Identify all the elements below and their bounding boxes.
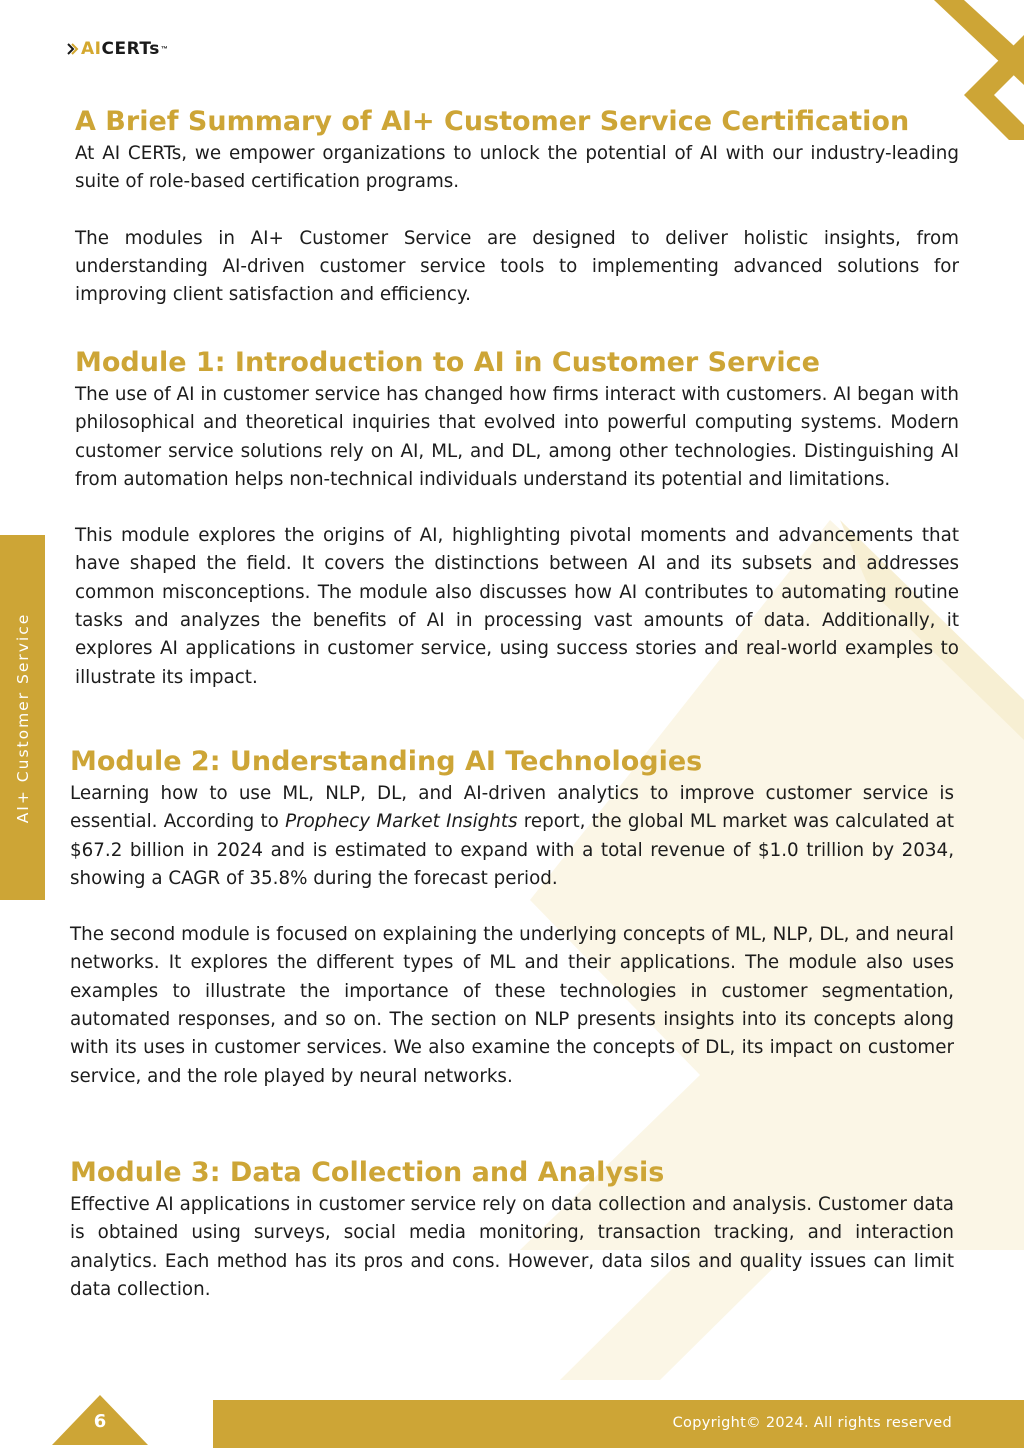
- side-tab-label: AI+ Customer Service: [13, 612, 32, 823]
- summary-paragraph: At AI CERTs, we empower organizations to unlock the potential of AI with our industry-leading suite of role-based certification programs.: [75, 143, 959, 193]
- summary-section: [75, 104, 959, 309]
- side-tab: [0, 535, 45, 900]
- module1-heading: Module 1: Introduction to AI in Customer Service: [75, 347, 820, 378]
- module2-heading: Module 2: Understanding AI Technologies: [70, 746, 703, 777]
- module1-paragraph: The use of AI in customer service has changed how firms interact with customers. AI began with philosophical and theoretical inquiries that evolved into powerful computing systems. Modern customer service solutions rely on AI, ML, and DL, among other technologies. Distinguishing AI from automation helps non-technical individuals understand its potential and limitations.: [75, 384, 959, 490]
- logo-trademark: ™: [160, 45, 168, 53]
- module2-paragraph: The second module is focused on explaining the underlying concepts of ML, NLP, DL, and neural networks. It explores the different types of ML and their applications. The module also uses examples to illustrate the importance of these technologies in customer segmentation, automated responses, and so on. The section on NLP presents insights into its concepts along with its uses in customer services. We also examine the concepts of DL, its impact on customer service, and the role played by neural networks.: [70, 924, 954, 1087]
- module3-paragraph: Effective AI applications in customer service rely on data collection and analysis. Customer data is obtained using surveys, social media monitoring, transaction tracking, and interaction analytics. Each method has its pros and cons. However, data silos and quality issues can limit data collection.: [70, 1194, 954, 1300]
- logo-certs-text: CERTs: [101, 39, 160, 59]
- module1-paragraph: This module explores the origins of AI, highlighting pivotal moments and advancements that have shaped the field. It covers the distinctions between AI and its subsets and addresses common misconceptions. The module also discusses how AI contributes to automating routine tasks and analyzes the benefits of AI in processing vast amounts of data. Additionally, it explores AI applications in customer service, using success stories and real-world examples to illustrate its impact.: [75, 525, 959, 688]
- module2-paragraph: [70, 780, 954, 893]
- module3-heading: Module 3: Data Collection and Analysis: [70, 1157, 665, 1188]
- copyright-text: Copyright© 2024. All rights reserved: [672, 1415, 952, 1431]
- module2-text: report, the global ML market was calculated at $67.2 billion in 2024 and is estimated to expand with a total revenue of $1.0 trillion by 2034, showing a CAGR of 35.8% during the forecast period.: [70, 811, 954, 889]
- module2-source-name: Prophecy Market Insights: [285, 811, 518, 833]
- footer-bar: [213, 1400, 1024, 1448]
- module1-section: [75, 345, 959, 692]
- module3-section: [70, 1155, 954, 1304]
- aicerts-logo: [67, 38, 168, 60]
- summary-heading: A Brief Summary of AI+ Customer Service Certification: [75, 106, 910, 137]
- logo-ai-text: AI: [81, 39, 102, 59]
- module2-section: [70, 744, 954, 1091]
- module2-text: Learning how to use ML, NLP, DL, and AI-driven analytics to improve customer service is essential. According to: [70, 783, 954, 833]
- page-number: 6: [93, 1411, 107, 1432]
- arrow-chevron-icon: [67, 42, 79, 56]
- summary-paragraph: The modules in AI+ Customer Service are designed to deliver holistic insights, from understanding AI-driven customer service tools to implementing advanced solutions for improving client satisfaction and efficiency.: [75, 227, 959, 306]
